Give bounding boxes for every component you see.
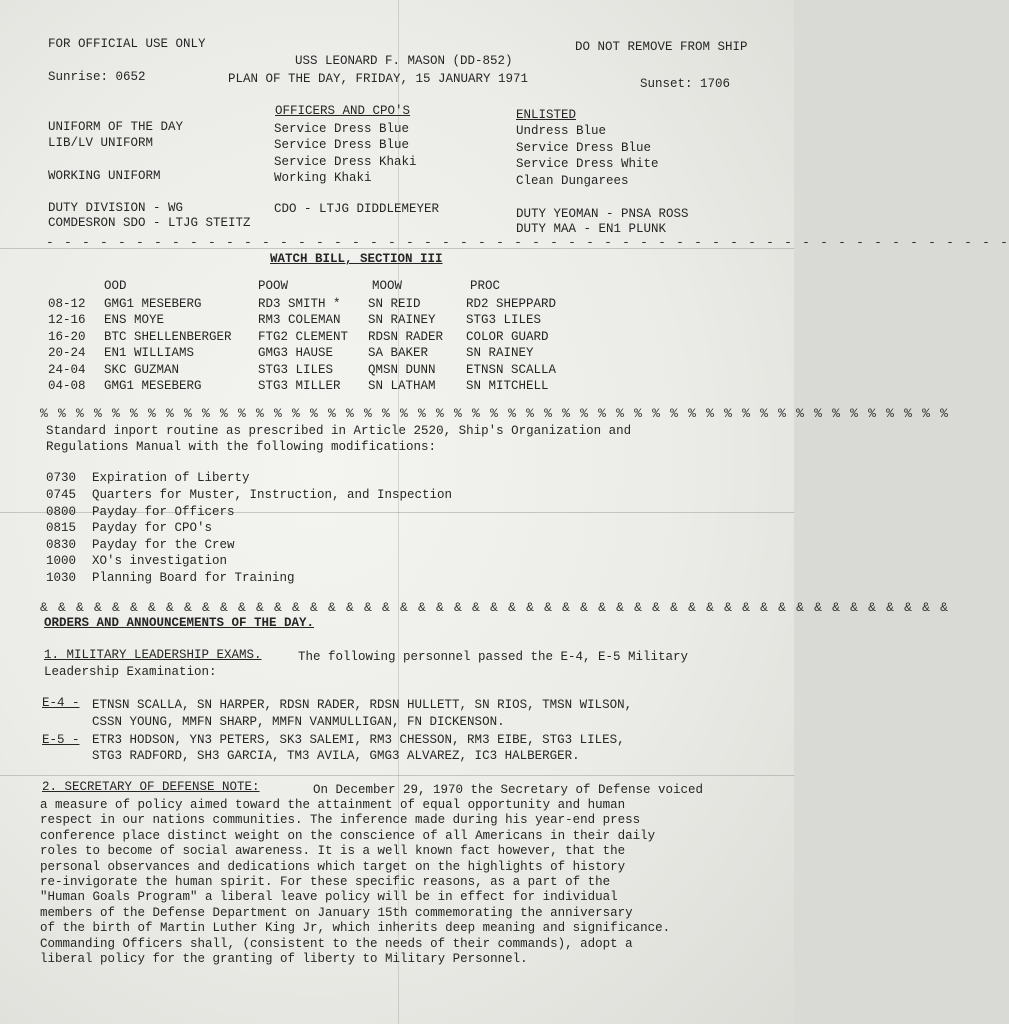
watch-time: 12-16 (48, 313, 86, 327)
column-header: OOD (104, 279, 127, 293)
duty-yeoman: DUTY YEOMAN - PNSA ROSS (516, 207, 689, 221)
watch-moow: QMSN DUNN (368, 363, 436, 377)
item2-text: On December 29, 1970 the Secretary of Defense voiced (313, 783, 704, 797)
item1-text: The following personnel passed the E-4, E-5 Military (298, 650, 689, 664)
column-header: POOW (258, 279, 289, 293)
watch-poow: FTG2 CLEMENT (258, 330, 349, 344)
schedule-event: Payday for the Crew (92, 538, 235, 552)
schedule-item (0, 488, 794, 505)
item1-text: Leadership Examination: (44, 665, 217, 679)
schedule-event: XO's investigation (92, 554, 228, 568)
uniform-label: UNIFORM OF THE DAY (48, 120, 184, 134)
uniform-officers: Working Khaki (274, 171, 372, 185)
uniform-label: LIB/LV UNIFORM (48, 136, 154, 150)
watch-row (0, 379, 794, 396)
e5-names: ETR3 HODSON, YN3 PETERS, SK3 SALEMI, RM3 CHESSON, RM3 EIBE, STG3 LILES, (92, 733, 625, 747)
watch-poow: GMG3 HAUSE (258, 346, 334, 360)
uniform-officers: Service Dress Blue (274, 122, 410, 136)
schedule-item (0, 471, 794, 488)
schedule-time: 0745 (46, 488, 77, 502)
uniform-officers: Service Dress Blue (274, 138, 410, 152)
watch-moow: SN RAINEY (368, 313, 436, 327)
handling-notice: DO NOT REMOVE FROM SHIP (575, 40, 748, 54)
watch-proc: STG3 LILES (466, 313, 542, 327)
schedule-item (0, 571, 794, 588)
e4-names: CSSN YOUNG, MMFN SHARP, MMFN VANMULLIGAN, FN DICKENSON. (92, 715, 505, 729)
watch-time: 04-08 (48, 379, 86, 393)
comdesron-sdo: COMDESRON SDO - LTJG STEITZ (48, 216, 251, 230)
watch-bill-title: WATCH BILL, SECTION III (270, 252, 443, 266)
sunrise-time: Sunrise: 0652 (48, 70, 146, 84)
watch-poow: RM3 COLEMAN (258, 313, 341, 327)
dash-separator: - - - - - - - - - - - - - - - - - - - - - - - - - - - - - - - - - - - - - - - - - - - - - - - - - - - - - - (46, 235, 1009, 250)
watch-moow: RDSN RADER (368, 330, 444, 344)
uniform-label: WORKING UNIFORM (48, 169, 161, 183)
sunset-time: Sunset: 1706 (640, 77, 731, 91)
ship-name: USS LEONARD F. MASON (DD-852) (295, 54, 513, 68)
watch-ood: GMG1 MESEBERG (104, 297, 202, 311)
watch-proc: RD2 SHEPPARD (466, 297, 557, 311)
schedule-item (0, 554, 794, 571)
watch-ood: GMG1 MESEBERG (104, 379, 202, 393)
schedule-time: 0730 (46, 471, 77, 485)
watch-moow: SA BAKER (368, 346, 429, 360)
orders-heading: ORDERS AND ANNOUNCEMENTS OF THE DAY. (44, 616, 315, 630)
percent-separator: % % % % % % % % % % % % % % % % % % % % % % % % % % % % % % % % % % % % % % % % % % % % % % % % % % % (40, 406, 950, 421)
watch-ood: SKC GUZMAN (104, 363, 180, 377)
e4-label: E-4 - (42, 696, 80, 710)
routine-intro: Standard inport routine as prescribed in Article 2520, Ship's Organization and (46, 424, 632, 438)
duty-maa: DUTY MAA - EN1 PLUNK (516, 222, 667, 236)
schedule-time: 1000 (46, 554, 77, 568)
watch-row (0, 363, 794, 380)
watch-poow: STG3 MILLER (258, 379, 341, 393)
schedule-event: Expiration of Liberty (92, 471, 250, 485)
paper-fold-line (0, 775, 794, 776)
cdo-assignment: CDO - LTJG DIDDLEMEYER (274, 202, 440, 216)
schedule-time: 0830 (46, 538, 77, 552)
uniform-enlisted: Undress Blue (516, 124, 607, 138)
column-header: MOOW (372, 279, 403, 293)
watch-poow: RD3 SMITH * (258, 297, 341, 311)
schedule-item (0, 521, 794, 538)
schedule-event: Payday for CPO's (92, 521, 213, 535)
watch-ood: EN1 WILLIAMS (104, 346, 195, 360)
officers-heading: OFFICERS AND CPO'S (275, 104, 411, 118)
watch-proc: SN MITCHELL (466, 379, 549, 393)
classification-text: FOR OFFICIAL USE ONLY (48, 37, 206, 51)
watch-time: 08-12 (48, 297, 86, 311)
watch-time: 24-04 (48, 363, 86, 377)
schedule-item (0, 538, 794, 555)
routine-intro: Regulations Manual with the following modifications: (46, 440, 437, 454)
enlisted-heading: ENLISTED (516, 108, 577, 122)
duty-division: DUTY DIVISION - WG (48, 201, 184, 215)
watch-moow: SN LATHAM (368, 379, 436, 393)
e5-names: STG3 RADFORD, SH3 GARCIA, TM3 AVILA, GMG3 ALVAREZ, IC3 HALBERGER. (92, 749, 580, 763)
watch-poow: STG3 LILES (258, 363, 334, 377)
uniform-enlisted: Service Dress White (516, 157, 659, 171)
column-header: PROC (470, 279, 501, 293)
watch-bill-header-row (0, 279, 794, 296)
watch-proc: SN RAINEY (466, 346, 534, 360)
watch-ood: ENS MOYE (104, 313, 165, 327)
e5-label: E-5 - (42, 733, 80, 747)
watch-ood: BTC SHELLENBERGER (104, 330, 232, 344)
schedule-time: 0800 (46, 505, 77, 519)
uniform-enlisted: Service Dress Blue (516, 141, 652, 155)
uniform-officers: Service Dress Khaki (274, 155, 417, 169)
ampersand-separator: & & & & & & & & & & & & & & & & & & & & & & & & & & & & & & & & & & & & & & & & & & & & & & & & & & & (40, 600, 950, 615)
plan-title: PLAN OF THE DAY, FRIDAY, 15 JANUARY 1971 (228, 72, 529, 86)
item2-title: 2. SECRETARY OF DEFENSE NOTE: (42, 780, 260, 794)
schedule-time: 1030 (46, 571, 77, 585)
watch-time: 16-20 (48, 330, 86, 344)
schedule-event: Planning Board for Training (92, 571, 295, 585)
watch-proc: ETNSN SCALLA (466, 363, 557, 377)
watch-proc: COLOR GUARD (466, 330, 549, 344)
watch-moow: SN REID (368, 297, 421, 311)
watch-row (0, 297, 794, 314)
item2-body: a measure of policy aimed toward the attainment of equal opportunity and human respect in our nations communities. The inference made during his year-end press conference place distinct weight on the conscience of all Americans in their daily roles to become of social awareness. It is a well known fact however, that the personal observances and dedications which target on the highlights of history re-invigorate the human spirit. For these specific reasons, as a part of the "Human Goals Program" a liberal leave policy will be in effect for individual members of the Defense Department on January 15th commemorating the anniversary of the birth of Martin Luther King Jr, which inherits deep meaning and significance. Commanding Officers shall, (consistent to the needs of their commands), adopt a liberal policy for the granting of liberty to Military Personnel. (40, 798, 671, 967)
schedule-event: Quarters for Muster, Instruction, and Inspection (92, 488, 453, 502)
watch-row (0, 346, 794, 363)
watch-time: 20-24 (48, 346, 86, 360)
schedule-event: Payday for Officers (92, 505, 235, 519)
watch-row (0, 313, 794, 330)
e4-names: ETNSN SCALLA, SN HARPER, RDSN RADER, RDSN HULLETT, SN RIOS, TMSN WILSON, (92, 698, 633, 712)
schedule-item (0, 505, 794, 522)
uniform-enlisted: Clean Dungarees (516, 174, 629, 188)
watch-row (0, 330, 794, 347)
item1-title: 1. MILITARY LEADERSHIP EXAMS. (44, 648, 262, 662)
schedule-time: 0815 (46, 521, 77, 535)
